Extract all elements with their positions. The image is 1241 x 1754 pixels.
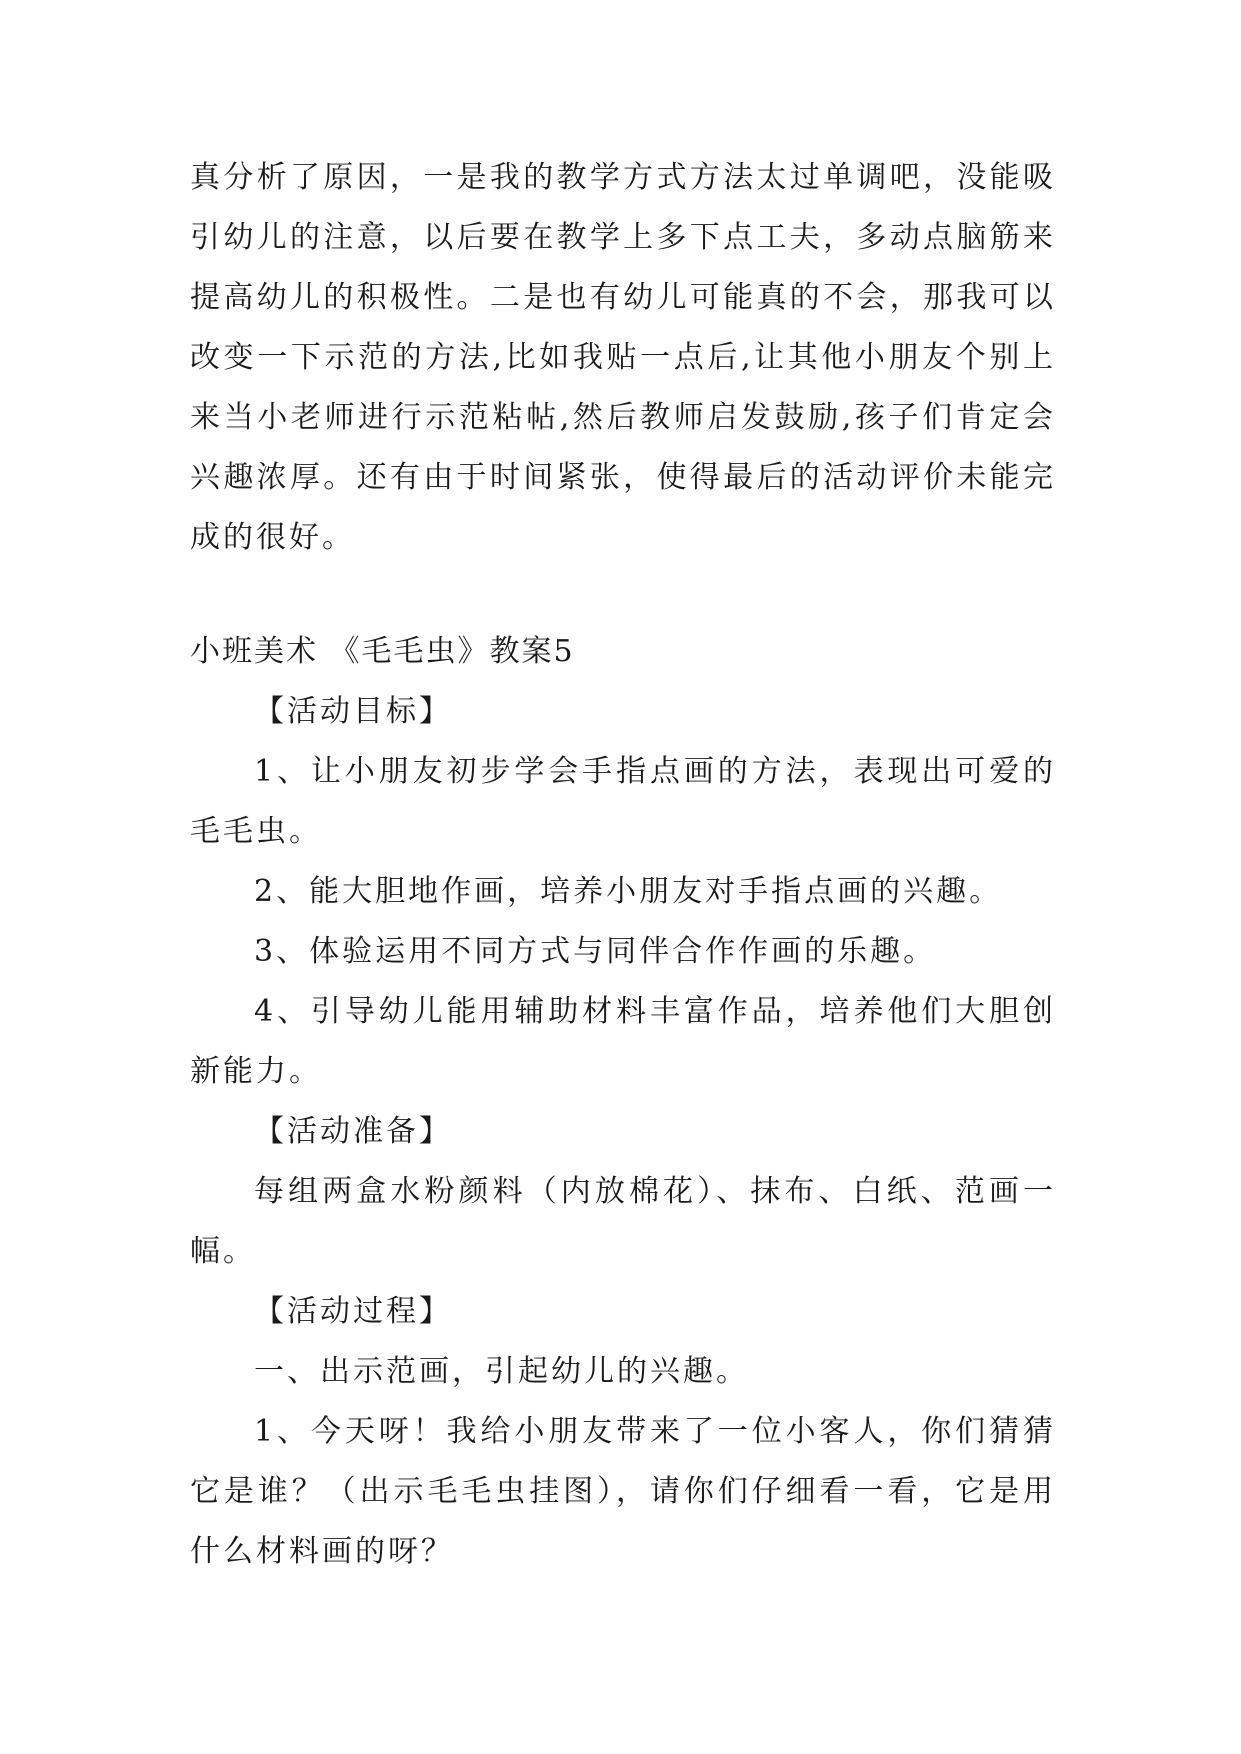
goal-item: 2、能大胆地作画，培养小朋友对手指点画的兴趣。 <box>254 874 1003 909</box>
section-title: 小班美术 《毛毛虫》教案5 <box>190 634 575 669</box>
goal-item: 3、体验运用不同方式与同伴合作作画的乐趣。 <box>254 934 937 969</box>
goal-item: 4、引导幼儿能用辅助材料丰富作品，培养他们大胆创新能力。 <box>190 994 1056 1089</box>
preparation-heading: 【活动准备】 <box>254 1114 452 1149</box>
continued-text-block <box>190 148 1056 568</box>
preparation-text: 每组两盒水粉颜料（内放棉花）、抹布、白纸、范画一幅。 <box>190 1174 1056 1269</box>
goal-item: 1、让小朋友初步学会手指点画的方法，表现出可爱的毛毛虫。 <box>190 754 1056 849</box>
process-item: 1、今天呀！我给小朋友带来了一位小客人，你们猜猜它是谁？（出示毛毛虫挂图），请你们仔细看一看，它是用什么材料画的呀？ <box>190 1414 1056 1569</box>
lesson-plan-section <box>190 622 1056 1582</box>
goals-heading: 【活动目标】 <box>254 694 452 729</box>
process-heading: 【活动过程】 <box>254 1294 452 1329</box>
continued-paragraph: 真分析了原因，一是我的教学方式方法太过单调吧，没能吸引幼儿的注意，以后要在教学上多下点工夫，多动点脑筋来提高幼儿的积极性。二是也有幼儿可能真的不会，那我可以改变一下示范的方法,比如我贴一点后,让其他小朋友个别上来当小老师进行示范粘帖,然后教师启发鼓励,孩子们肯定会兴趣浓厚。还有由于时间紧张，使得最后的活动评价未能完成的很好。 <box>190 160 1056 555</box>
process-item: 一、出示范画，引起幼儿的兴趣。 <box>254 1354 749 1389</box>
